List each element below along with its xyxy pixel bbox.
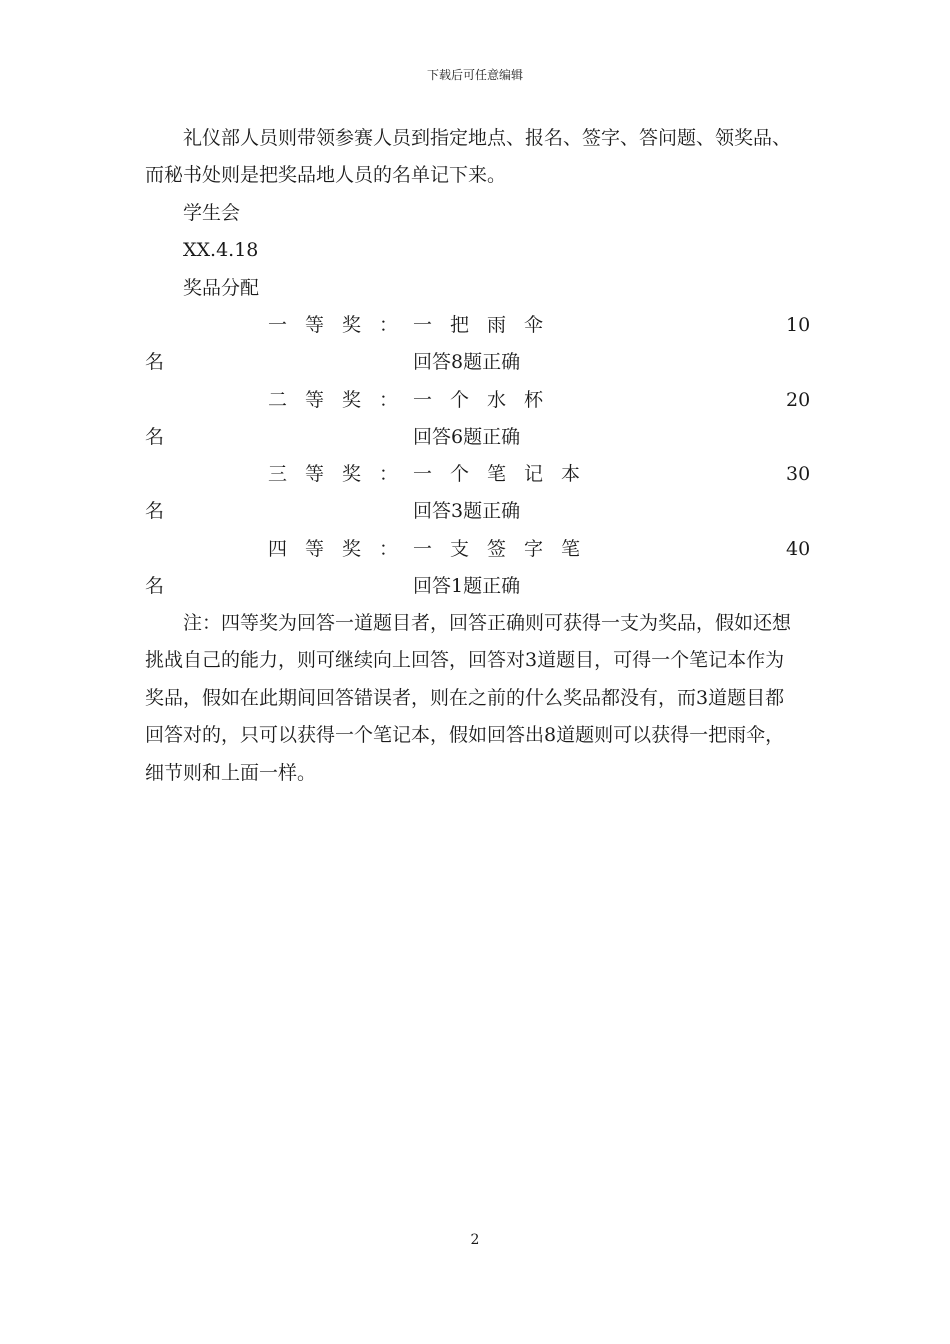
- prize-item: 一把雨伞: [413, 314, 562, 336]
- note-line: 奖品，假如在此期间回答错误者，则在之前的什么奖品都没有，而3道题目都: [145, 687, 785, 709]
- prize-rank: 四等奖：: [268, 538, 417, 560]
- prize-count: 20: [786, 389, 811, 411]
- intro-line-1: 礼仪部人员则带领参赛人员到指定地点、报名、签字、答问题、领奖品、: [183, 127, 792, 149]
- prize-condition: 回答1题正确: [413, 575, 521, 597]
- prize-item: 一个笔记本: [413, 463, 599, 485]
- prize-count: 10: [786, 314, 811, 336]
- prize-unit: 名: [145, 575, 165, 597]
- prize-unit: 名: [145, 426, 165, 448]
- prize-rank: 一等奖：: [268, 314, 417, 336]
- prize-condition: 回答3题正确: [413, 500, 521, 522]
- page-number: 2: [470, 1232, 480, 1248]
- prize-item: 一支签字笔: [413, 538, 599, 560]
- prize-rank: 三等奖：: [268, 463, 417, 485]
- signature: 学生会: [183, 202, 241, 224]
- prize-count: 30: [786, 463, 811, 485]
- page-header: 下载后可任意编辑: [426, 68, 523, 82]
- note-line: 挑战自己的能力，则可继续向上回答，回答对3道题目，可得一个笔记本作为: [145, 649, 785, 671]
- prize-item: 一个水杯: [413, 389, 562, 411]
- prize-count: 40: [786, 538, 811, 560]
- prize-unit: 名: [145, 351, 165, 373]
- note-line: 细节则和上面一样。: [145, 762, 317, 784]
- note-line: 回答对的，只可以获得一个笔记本，假如回答出8道题则可以获得一把雨伞，: [145, 724, 785, 746]
- prize-unit: 名: [145, 500, 165, 522]
- intro-line-2: 而秘书处则是把奖品地人员的名单记下来。: [145, 164, 507, 186]
- prize-condition: 回答6题正确: [413, 426, 521, 448]
- note-line: 注：四等奖为回答一道题目者，回答正确则可获得一支为奖品，假如还想: [183, 612, 792, 634]
- date: XX.4.18: [183, 239, 259, 261]
- prize-rank: 二等奖：: [268, 389, 417, 411]
- section-title: 奖品分配: [183, 277, 260, 299]
- prize-condition: 回答8题正确: [413, 351, 521, 373]
